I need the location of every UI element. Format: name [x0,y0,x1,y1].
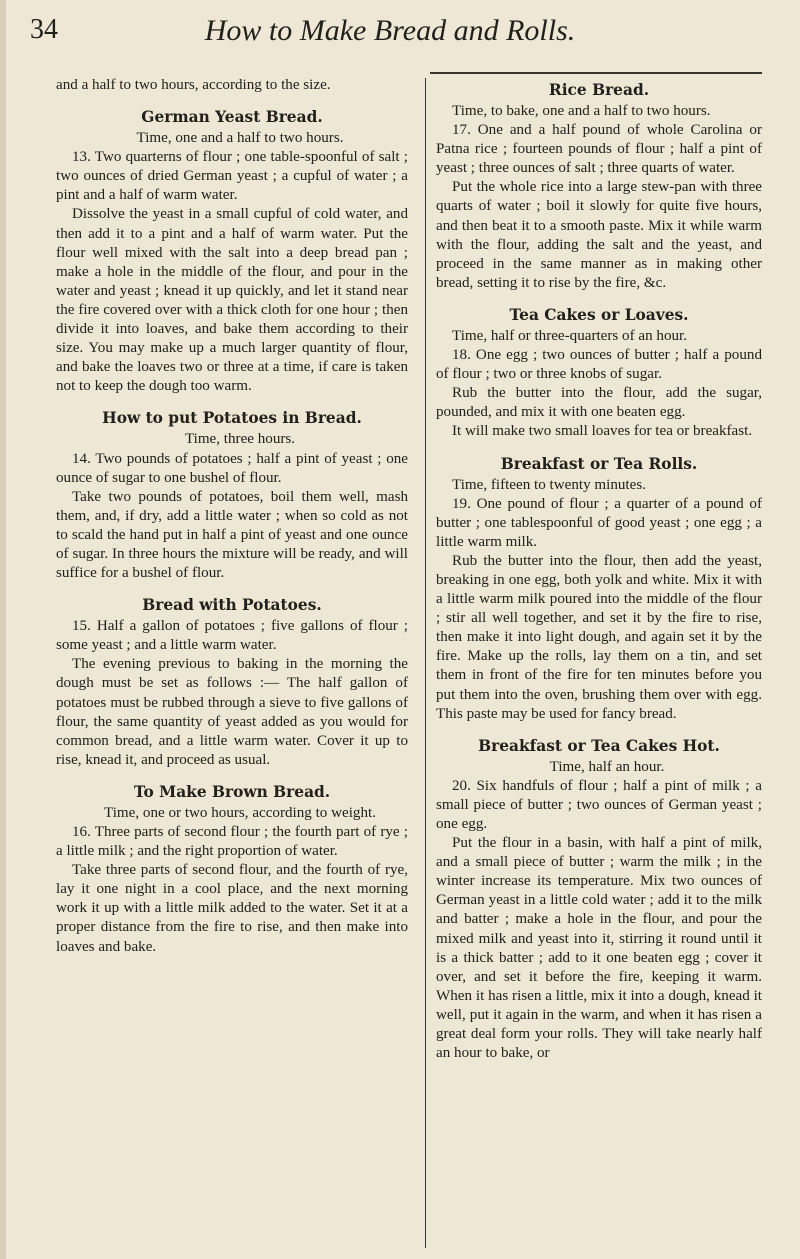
paragraph: It will make two small loaves for tea or breakfast. [452,423,753,440]
column-divider [425,78,426,1248]
paragraph: 15. Half a gallon of potatoes ; five gallons of flour ; some yeast ; and a little warm water. [56,618,408,654]
paragraph: 18. One egg ; two ounces of butter ; half a pound of flour ; two or three knobs of sugar. [436,347,762,383]
paragraph: Time, to bake, one and a half to two hours. [452,103,711,119]
paragraph: Take two pounds of potatoes, boil them well, mash them, and, if dry, add a little water ; when so cold as not to scald the hand put in half a pint of yeast and one ounce of sugar. In three hours the mixture will be ready, and will suffice for a bushel of flour. [56,488,408,582]
paragraph: Rub the butter into the flour, then add the yeast, breaking in one egg, both yolk and white. Mix it with a little warm milk poured into the middle of the flour ; stir all well together, and set it by the fire to rise, then make it into light dough, and again set it by the fire. Make up the rolls, lay them on a tin, and set them in front of the fire for ten minutes before you put them into the oven, brushing them over with egg. This paste may be used for fancy bread. [436,552,762,722]
section-heading: Breakfast or Tea Cakes Hot. [478,736,720,755]
running-head [30,14,790,54]
section-heading: Bread with Potatoes. [142,596,322,615]
paragraph: 14. Two pounds of potatoes ; half a pint of yeast ; one ounce of sugar to one bushel of flour. [56,450,408,486]
section-heading: Rice Bread. [548,81,650,99]
left-column [56,76,408,957]
paragraph: 20. Six handfuls of flour ; half a pint of milk ; a small piece of butter ; two ounces of German yeast ; one egg. [436,777,762,832]
paragraph: 16. Three parts of second flour ; the fourth part of rye ; a little milk ; and the right proportion of water. [56,824,408,860]
time-line: Time, one and a half to two hours. [136,130,344,147]
paragraph: The evening previous to baking in the morning the dough must be set as follows :— The half gallon of potatoes must be rubbed through a sieve to five gallons of flour, the same quantity of yeast added as you would for common bread, and a little warm water. Cover it up to rise, knead it, and proceed as usual. [56,656,408,768]
running-title: How to Make Bread and Rolls. [204,14,576,47]
paragraph: 19. One pound of flour ; a quarter of a pound of butter ; one tablespoonful of good yeast ; one egg ; a little warm milk. [436,495,762,550]
right-column [436,76,762,1063]
paragraph: Rub the butter into the flour, add the sugar, pounded, and mix it with one beaten egg. [436,385,762,421]
time-line: Time, half an hour. [549,758,665,775]
column-top-rule [430,72,762,74]
paragraph: and a half to two hours, according to the size. [56,77,331,93]
paragraph: Time, half or three-quarters of an hour. [452,327,688,344]
section-heading: To Make Brown Bread. [133,782,331,801]
paragraph: Put the whole rice into a large stew-pan with three quarts of water ; boil it slowly for quite five hours, and then beat it to a smooth paste. Mix it while warm with the flour, adding the salt and the yeast, and proceed in the same manner as in making other bread, setting it to rise by the fire, &c. [436,179,762,291]
section-heading: Breakfast or Tea Rolls. [500,454,698,473]
paragraph: Take three parts of second flour, and the fourth of rye, lay it one night in a cool place, and the next morning work it up with a little milk added to the water. Set it at a proper distance from the fire to rise, and then make into loaves and bake. [56,862,408,955]
time-line: Time, one or two hours, according to weight. [104,804,376,821]
section-heading: Tea Cakes or Loaves. [509,305,689,324]
paragraph: Put the flour in a basin, with half a pint of milk, and a small piece of butter ; warm the milk ; in the winter increase its temperature. Mix two ounces of German yeast in a little cold water ; add it to the milk and batter ; make a hole in the flour, and pour the mixed milk and yeast into it, stirring it round until it is a thick batter ; add to it one beaten egg ; cover it over, and set it before the fire, keeping it warm. When it has risen a little, mix it into a dough, knead it well, put it again in the warm, and when it has risen a great deal form your rolls. They will take nearly half an hour to bake, or [436,835,762,1062]
time-line: Time, three hours. [184,431,296,448]
section-heading: German Yeast Bread. [141,108,323,127]
paragraph: 17. One and a half pound of whole Carolina or Patna rice ; fourteen pounds of flour ; half a pint of yeast ; three ounces of salt ; three quarts of water. [436,122,762,177]
page-number: 34 [30,14,58,45]
paragraph: Dissolve the yeast in a small cupful of cold water, and then add it to a pint and a half of warm water. Put the flour well mixed with the salt into a deep bread pan ; make a hole in the middle of the flour, and pour in the water and yeast ; knead it up quickly, and let it stand near the fire covered over with a thick cloth for one hour ; then divide it into loaves, and bake them according to their size. You may make up a much larger quantity of flour, and bake the loaves two or three at a time, if care is taken not to keep the dough too warm. [56,206,408,395]
paragraph: Time, fifteen to twenty minutes. [452,476,646,493]
section-heading: How to put Potatoes in Bread. [102,409,362,428]
paragraph: 13. Two quarterns of flour ; one table-spoonful of salt ; two ounces of dried German yeast ; a cupful of water ; a pint and a half of warm water. [56,149,408,204]
page-gutter-shadow [0,0,6,1259]
